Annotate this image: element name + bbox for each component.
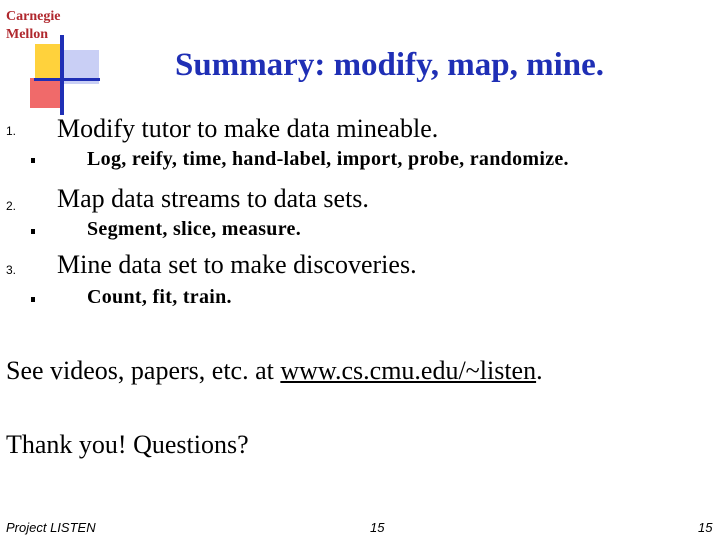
item-main-text bbox=[57, 114, 438, 144]
footer-center-page-number: 15 bbox=[370, 520, 385, 535]
item-sub-text: Count, fit, train. bbox=[87, 286, 232, 308]
item-sub-text: Log, reify, time, hand-label, import, probe, randomize. bbox=[87, 148, 569, 170]
listen-website-link[interactable]: www.cs.cmu.edu/~listen bbox=[280, 356, 537, 385]
item-keyword: Map bbox=[57, 184, 105, 213]
item-sub-text: Segment, slice, measure. bbox=[87, 218, 302, 240]
item-number: 2. bbox=[6, 199, 17, 213]
item-main-text bbox=[57, 184, 369, 214]
item-rest: data set to make discoveries. bbox=[111, 250, 417, 279]
see-resources-line bbox=[6, 356, 543, 386]
item-number: 3. bbox=[6, 263, 17, 277]
brand-line-1: Carnegie bbox=[6, 9, 61, 24]
item-main-text bbox=[57, 250, 417, 280]
thanks-line: Thank you! Questions? bbox=[6, 430, 249, 459]
logo-pink-block bbox=[30, 78, 63, 108]
item-keyword: Modify bbox=[57, 114, 135, 143]
item-keyword: Mine bbox=[57, 250, 112, 279]
brand-line-2: Mellon bbox=[6, 27, 48, 42]
bullet-square-icon bbox=[31, 229, 35, 234]
bullet-square-icon bbox=[31, 297, 35, 302]
footer-page-number: 15 bbox=[698, 520, 713, 535]
see-suffix: . bbox=[536, 356, 543, 385]
footer-project-name: Project LISTEN bbox=[6, 520, 96, 535]
item-rest: tutor to make data mineable. bbox=[135, 114, 439, 143]
see-prefix: See videos, papers, etc. at bbox=[6, 356, 281, 385]
logo-vertical-line bbox=[60, 35, 64, 115]
bullet-square-icon bbox=[31, 158, 35, 163]
item-rest: data streams to data sets. bbox=[104, 184, 369, 213]
slide-title: Summary: modify, map, mine. bbox=[175, 47, 604, 83]
logo-horizontal-line bbox=[34, 78, 100, 81]
item-number: 1. bbox=[6, 124, 17, 138]
